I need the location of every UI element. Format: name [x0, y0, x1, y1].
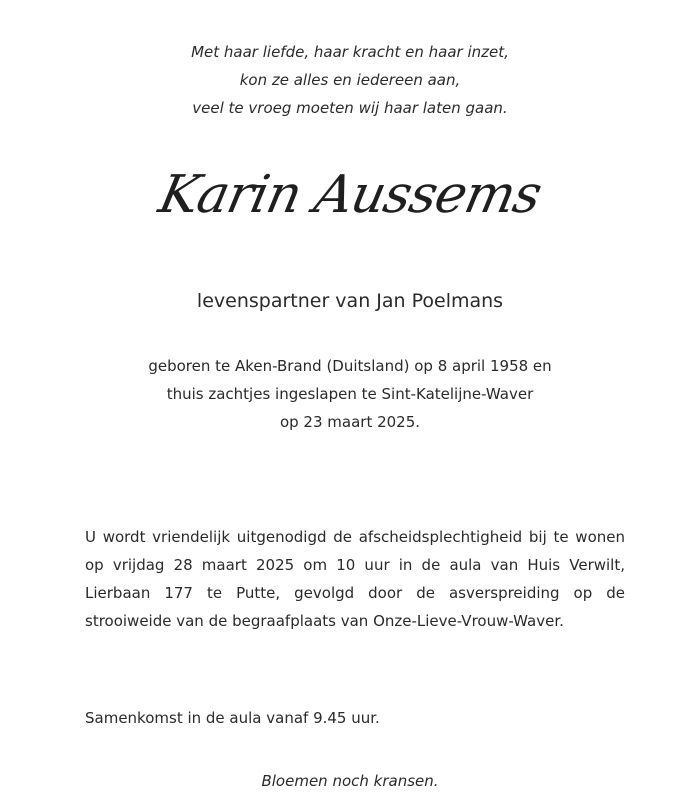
- ceremony-invitation: U wordt vriendelijk uitgenodigd de afscheidsplechtigheid bij te wonen op vrijdag 28 maart 2025 om 10 uur in de aula van Huis Verwilt, Lierbaan 177 te Putte, gevolgd door de asverspreiding op de strooiweide van de begraafplaats van Onze-Lieve-Vrouw-Waver.: [85, 528, 625, 630]
- dates-line: thuis zachtjes ingeslapen te Sint-Katelijne-Waver: [166, 385, 534, 403]
- dates-line: geboren te Aken-Brand (Duitsland) op 8 april 1958 en: [148, 357, 552, 375]
- closing-note: Bloemen noch kransen.: [261, 772, 439, 790]
- birth-death-details: [0, 352, 700, 436]
- gathering-time: Samenkomst in de aula vanaf 9.45 uur.: [85, 709, 380, 727]
- poem-line: veel te vroeg moeten wij haar laten gaan.: [192, 99, 508, 117]
- poem-line: kon ze alles en iedereen aan,: [239, 71, 461, 89]
- dates-line: op 23 maart 2025.: [279, 413, 421, 431]
- poem-line: Met haar liefde, haar kracht en haar inzet,: [191, 43, 509, 61]
- partner-line: levenspartner van Jan Poelmans: [196, 290, 504, 312]
- deceased-name: Karin Aussems: [153, 165, 547, 225]
- memorial-poem: [0, 38, 700, 122]
